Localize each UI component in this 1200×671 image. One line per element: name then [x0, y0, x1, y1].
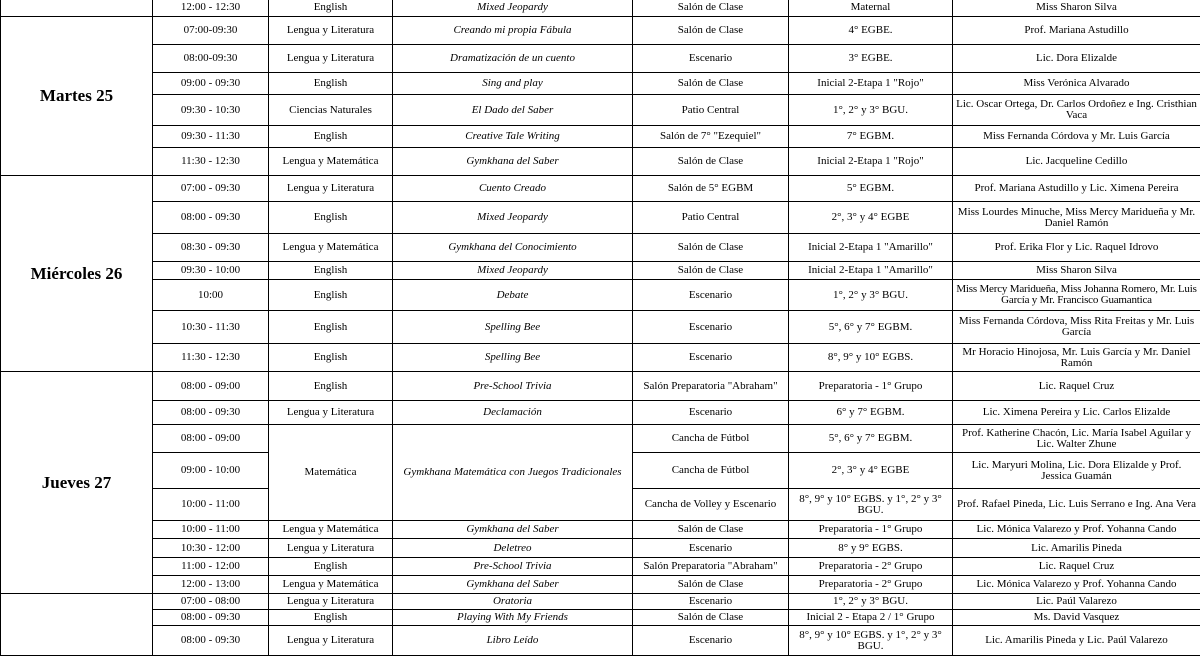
grade-cell: 8°, 9° y 10° EGBS.: [789, 344, 953, 372]
place-cell: Escenario: [633, 594, 789, 610]
subject-cell: English: [269, 610, 393, 626]
activity-cell: Pre-School Trivia: [393, 372, 633, 401]
time-cell: 12:00 - 12:30: [153, 0, 269, 17]
subject-cell: Lengua y Literatura: [269, 17, 393, 45]
subject-cell: Matemática: [269, 425, 393, 521]
activity-cell: Spelling Bee: [393, 344, 633, 372]
place-cell: Escenario: [633, 280, 789, 311]
grade-cell: 8°, 9° y 10° EGBS. y 1°, 2° y 3° BGU.: [789, 626, 953, 656]
teacher-cell: Miss Fernanda Córdova y Mr. Luis García: [953, 126, 1200, 148]
time-cell: 08:00 - 09:30: [153, 202, 269, 234]
activity-cell: Gymkhana del Saber: [393, 521, 633, 539]
table-row: [1, 280, 1200, 311]
grade-cell: 3° EGBE.: [789, 45, 953, 73]
table-row: [1, 234, 1200, 262]
time-cell: 08:00 - 09:30: [153, 610, 269, 626]
grade-cell: 5°, 6° y 7° EGBM.: [789, 425, 953, 453]
time-cell: 10:30 - 11:30: [153, 311, 269, 344]
time-cell: 09:30 - 10:00: [153, 262, 269, 280]
grade-cell: 6° y 7° EGBM.: [789, 401, 953, 425]
activity-cell: Gymkhana del Conocimiento: [393, 234, 633, 262]
subject-cell: English: [269, 202, 393, 234]
grade-cell: 2°, 3° y 4° EGBE: [789, 453, 953, 489]
teacher-cell: Miss Sharon Silva: [953, 262, 1200, 280]
activity-cell: Libro Leído: [393, 626, 633, 656]
subject-cell: Lengua y Literatura: [269, 176, 393, 202]
teacher-cell: Lic. Amarilis Pineda y Lic. Paúl Valarezo: [953, 626, 1200, 656]
day-cell: [1, 0, 153, 17]
grade-cell: 1°, 2° y 3° BGU.: [789, 280, 953, 311]
teacher-cell: Prof. Mariana Astudillo: [953, 17, 1200, 45]
activity-cell: Gymkhana del Saber: [393, 148, 633, 176]
table-row: [1, 610, 1200, 626]
activity-cell: Deletreo: [393, 539, 633, 558]
teacher-cell: Lic. Mónica Valarezo y Prof. Yohanna Cando: [953, 521, 1200, 539]
activity-cell: Sing and play: [393, 73, 633, 95]
day-cell-miercoles: Miércoles 26: [1, 176, 153, 372]
place-cell: Salón de Clase: [633, 73, 789, 95]
table-row: [1, 425, 1200, 453]
table-row: [1, 344, 1200, 372]
table-row: [1, 311, 1200, 344]
grade-cell: Maternal: [789, 0, 953, 17]
grade-cell: Preparatoria - 1° Grupo: [789, 372, 953, 401]
place-cell: Salón de Clase: [633, 148, 789, 176]
table-row: [1, 262, 1200, 280]
grade-cell: Inicial 2-Etapa 1 "Amarillo": [789, 234, 953, 262]
place-cell: Salón de Clase: [633, 521, 789, 539]
activity-cell: Mixed Jeopardy: [393, 262, 633, 280]
place-cell: Salón de Clase: [633, 17, 789, 45]
table-row: [1, 539, 1200, 558]
activity-cell: Declamación: [393, 401, 633, 425]
table-row: [1, 17, 1200, 45]
teacher-cell: Miss Mercy Maridueña, Miss Johanna Romero, Mr. Luis García y Mr. Francisco Guamantica: [953, 280, 1200, 311]
teacher-cell: Lic. Paúl Valarezo: [953, 594, 1200, 610]
table-row: [1, 626, 1200, 656]
table-row: [1, 148, 1200, 176]
place-cell: Salón de Clase: [633, 234, 789, 262]
place-cell: Escenario: [633, 45, 789, 73]
teacher-cell: Lic. Mónica Valarezo y Prof. Yohanna Cando: [953, 576, 1200, 594]
activity-cell: El Dado del Saber: [393, 95, 633, 126]
place-cell: Patio Central: [633, 95, 789, 126]
table-row: [1, 45, 1200, 73]
time-cell: 08:00 - 09:30: [153, 626, 269, 656]
table-row: [1, 176, 1200, 202]
activity-cell: Pre-School Trivia: [393, 558, 633, 576]
grade-cell: 5° EGBM.: [789, 176, 953, 202]
subject-cell: Lengua y Literatura: [269, 45, 393, 73]
activity-cell: Gymkhana Matemática con Juegos Tradicionales: [393, 425, 633, 521]
teacher-cell: Prof. Katherine Chacón, Lic. María Isabel Aguilar y Lic. Walter Zhune: [953, 425, 1200, 453]
place-cell: Salón Preparatoria "Abraham": [633, 558, 789, 576]
activity-cell: Creative Tale Writing: [393, 126, 633, 148]
teacher-cell: Mr Horacio Hinojosa, Mr. Luis García y Mr. Daniel Ramón: [953, 344, 1200, 372]
grade-cell: Preparatoria - 1° Grupo: [789, 521, 953, 539]
table-row: [1, 521, 1200, 539]
activity-cell: Oratoria: [393, 594, 633, 610]
subject-cell: Lengua y Literatura: [269, 401, 393, 425]
grade-cell: 1°, 2° y 3° BGU.: [789, 594, 953, 610]
place-cell: Cancha de Fútbol: [633, 453, 789, 489]
grade-cell: Preparatoria - 2° Grupo: [789, 558, 953, 576]
place-cell: Escenario: [633, 401, 789, 425]
table-row: [1, 126, 1200, 148]
subject-cell: Ciencias Naturales: [269, 95, 393, 126]
subject-cell: Lengua y Literatura: [269, 594, 393, 610]
teacher-cell: Lic. Amarilis Pineda: [953, 539, 1200, 558]
place-cell: Escenario: [633, 626, 789, 656]
subject-cell: Lengua y Matemática: [269, 521, 393, 539]
time-cell: 07:00-09:30: [153, 17, 269, 45]
place-cell: Escenario: [633, 311, 789, 344]
activity-cell: Mixed Jeopardy: [393, 202, 633, 234]
time-cell: 10:00: [153, 280, 269, 311]
teacher-cell: Lic. Ximena Pereira y Lic. Carlos Elizalde: [953, 401, 1200, 425]
time-cell: 10:30 - 12:00: [153, 539, 269, 558]
teacher-cell: Lic. Maryuri Molina, Lic. Dora Elizalde y Prof. Jessica Guamán: [953, 453, 1200, 489]
activity-cell: Spelling Bee: [393, 311, 633, 344]
place-cell: Patio Central: [633, 202, 789, 234]
teacher-cell: Lic. Raquel Cruz: [953, 558, 1200, 576]
table-row: [1, 401, 1200, 425]
table-row: [1, 576, 1200, 594]
time-cell: 08:00 - 09:00: [153, 372, 269, 401]
time-cell: 09:00 - 10:00: [153, 453, 269, 489]
time-cell: 08:00 - 09:00: [153, 425, 269, 453]
table-row: [1, 594, 1200, 610]
table-row: [1, 73, 1200, 95]
subject-cell: Lengua y Matemática: [269, 234, 393, 262]
subject-cell: English: [269, 558, 393, 576]
place-cell: Salón de Clase: [633, 262, 789, 280]
activity-cell: Debate: [393, 280, 633, 311]
subject-cell: English: [269, 344, 393, 372]
time-cell: 07:00 - 08:00: [153, 594, 269, 610]
teacher-cell: Lic. Dora Elizalde: [953, 45, 1200, 73]
grade-cell: Inicial 2-Etapa 1 "Rojo": [789, 148, 953, 176]
table-row: [1, 558, 1200, 576]
subject-cell: Lengua y Matemática: [269, 576, 393, 594]
grade-cell: Inicial 2-Etapa 1 "Amarillo": [789, 262, 953, 280]
place-cell: Escenario: [633, 344, 789, 372]
place-cell: Salón de Clase: [633, 610, 789, 626]
place-cell: Salón de 7° "Ezequiel": [633, 126, 789, 148]
place-cell: Salón Preparatoria "Abraham": [633, 372, 789, 401]
time-cell: 10:00 - 11:00: [153, 521, 269, 539]
time-cell: 11:00 - 12:00: [153, 558, 269, 576]
subject-cell: Lengua y Matemática: [269, 148, 393, 176]
place-cell: Salón de Clase: [633, 0, 789, 17]
place-cell: Cancha de Fútbol: [633, 425, 789, 453]
place-cell: Escenario: [633, 539, 789, 558]
grade-cell: 1°, 2° y 3° BGU.: [789, 95, 953, 126]
teacher-cell: Ms. David Vasquez: [953, 610, 1200, 626]
activity-cell: Cuento Creado: [393, 176, 633, 202]
activity-cell: Mixed Jeopardy: [393, 0, 633, 17]
time-cell: 11:30 - 12:30: [153, 344, 269, 372]
teacher-cell: Miss Lourdes Minuche, Miss Mercy Maridueña y Mr. Daniel Ramón: [953, 202, 1200, 234]
activity-cell: Creando mi propia Fábula: [393, 17, 633, 45]
time-cell: 08:00-09:30: [153, 45, 269, 73]
grade-cell: Preparatoria - 2° Grupo: [789, 576, 953, 594]
place-cell: Cancha de Volley y Escenario: [633, 489, 789, 521]
subject-cell: English: [269, 0, 393, 17]
time-cell: 08:00 - 09:30: [153, 401, 269, 425]
day-cell: [1, 594, 153, 656]
subject-cell: English: [269, 311, 393, 344]
time-cell: 11:30 - 12:30: [153, 148, 269, 176]
time-cell: 09:30 - 10:30: [153, 95, 269, 126]
subject-cell: English: [269, 126, 393, 148]
activity-cell: Gymkhana del Saber: [393, 576, 633, 594]
grade-cell: Inicial 2-Etapa 1 "Rojo": [789, 73, 953, 95]
time-cell: 08:30 - 09:30: [153, 234, 269, 262]
time-cell: 07:00 - 09:30: [153, 176, 269, 202]
teacher-cell: Miss Verónica Alvarado: [953, 73, 1200, 95]
grade-cell: 2°, 3° y 4° EGBE: [789, 202, 953, 234]
subject-cell: English: [269, 262, 393, 280]
table-row: [1, 95, 1200, 126]
table-row: [1, 202, 1200, 234]
grade-cell: Inicial 2 - Etapa 2 / 1° Grupo: [789, 610, 953, 626]
grade-cell: 8° y 9° EGBS.: [789, 539, 953, 558]
teacher-cell: Miss Sharon Silva: [953, 0, 1200, 17]
place-cell: Salón de 5° EGBM: [633, 176, 789, 202]
day-cell-jueves: Jueves 27: [1, 372, 153, 594]
subject-cell: Lengua y Literatura: [269, 626, 393, 656]
teacher-cell: Lic. Jacqueline Cedillo: [953, 148, 1200, 176]
subject-cell: English: [269, 73, 393, 95]
activity-cell: Dramatización de un cuento: [393, 45, 633, 73]
time-cell: 09:30 - 11:30: [153, 126, 269, 148]
teacher-cell: Prof. Erika Flor y Lic. Raquel Idrovo: [953, 234, 1200, 262]
time-cell: 12:00 - 13:00: [153, 576, 269, 594]
grade-cell: 7° EGBM.: [789, 126, 953, 148]
teacher-cell: Lic. Raquel Cruz: [953, 372, 1200, 401]
subject-cell: Lengua y Literatura: [269, 539, 393, 558]
teacher-cell: Prof. Mariana Astudillo y Lic. Ximena Pereira: [953, 176, 1200, 202]
teacher-cell: Miss Fernanda Córdova, Miss Rita Freitas y Mr. Luis García: [953, 311, 1200, 344]
time-cell: 10:00 - 11:00: [153, 489, 269, 521]
teacher-cell: Prof. Rafael Pineda, Lic. Luis Serrano e Ing. Ana Vera: [953, 489, 1200, 521]
subject-cell: English: [269, 280, 393, 311]
grade-cell: 5°, 6° y 7° EGBM.: [789, 311, 953, 344]
table-row: [1, 0, 1200, 17]
day-cell-martes: Martes 25: [1, 17, 153, 176]
grade-cell: 8°, 9° y 10° EGBS. y 1°, 2° y 3° BGU.: [789, 489, 953, 521]
activity-cell: Playing With My Friends: [393, 610, 633, 626]
table-row: [1, 372, 1200, 401]
subject-cell: English: [269, 372, 393, 401]
teacher-cell: Lic. Oscar Ortega, Dr. Carlos Ordoñez e Ing. Cristhian Vaca: [953, 95, 1200, 126]
time-cell: 09:00 - 09:30: [153, 73, 269, 95]
grade-cell: 4° EGBE.: [789, 17, 953, 45]
place-cell: Salón de Clase: [633, 576, 789, 594]
